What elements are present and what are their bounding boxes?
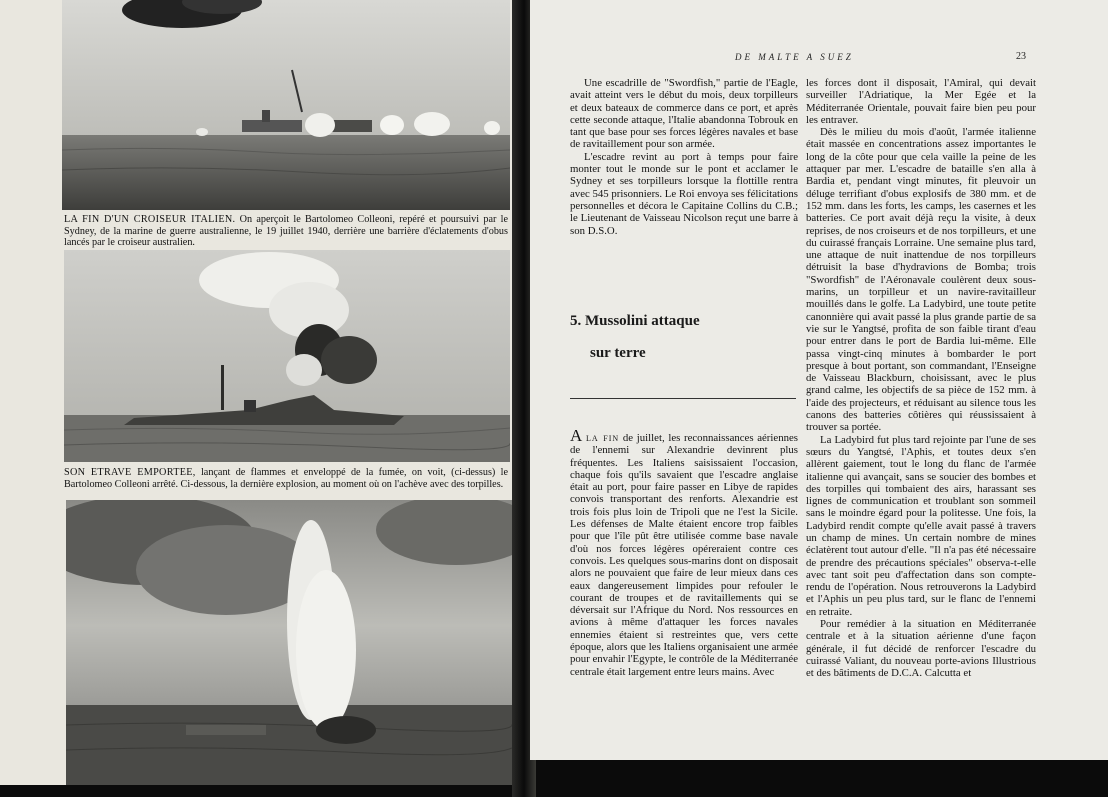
caption-second-photo bbox=[64, 467, 508, 490]
paragraph: L'escadre revint au port à temps pour faire monter tout le monde sur le pont et acclamer le Sydney et ses torpilleurs lorsque la flottille rentra avec 545 prisonniers. Le Roi envoya ses félicitations personnelles et décora le Capitaine Collins du C.B.; le Lieutenant de Vaisseau Nicolson reçut une barre à son D.S.O. bbox=[570, 150, 798, 237]
drop-cap: A bbox=[570, 426, 583, 445]
caption-first-head: LA FIN D'UN CROISEUR ITALIEN. bbox=[64, 214, 236, 225]
right-page bbox=[530, 0, 1108, 760]
section-title-line1: 5. Mussolini attaque bbox=[570, 313, 700, 329]
photo-final-explosion bbox=[66, 500, 512, 785]
section-paragraph bbox=[570, 426, 798, 678]
section-divider bbox=[570, 398, 796, 399]
section-title bbox=[570, 305, 770, 369]
column-left-top bbox=[570, 77, 798, 237]
column-right bbox=[806, 77, 1036, 680]
left-page bbox=[0, 0, 518, 785]
paragraph: Pour remédier à la situation en Méditerranée centrale et à la situation aérienne d'une façon générale, il fut décidé de renforcer l'escadre du cuirassé Valiant, du nouveau porte-avions Illustrious et des bâtiments de D.C.A. Calcutta et bbox=[806, 618, 1036, 680]
caption-first-photo bbox=[64, 214, 508, 249]
caption-second-text: lançant de flammes et enveloppé de la fumée, on voit, (ci-dessus) le Bartolomeo Colleoni arrêté. Ci-dessous, la dernière explosion, au moment où on l'achève avec des torpilles. bbox=[64, 467, 508, 490]
section-text: de juillet, les reconnaissances aériennes de l'ennemi sur Alexandrie devinrent plus fréquentes. Les Italiens saisissaient l'occasion, chaque fois qu'ils savaient que l'escadre anglaise était au port, pour faire passer en Libye de rapides convois transportant des renforts. Alexandrie est trois fois plus loin de Tripoli que ne l'est la Sicile. Les défenses de Malte étaient encore trop faibles pour que l'île pût être utilisée comme base navale d'où nos forces légères opéreraient contre ces convois. Les quelques sous-marins dont on disposait alors ne pouvaient que faire de leur mieux dans ces eaux dangereusement limpides pour refouler le courant de troupes et de ravitaillements qui se déversait sur l'Afrique du Nord. Nos ressources en avions à même d'attaquer les forces navales ennemies étaient si restreintes que, vers cette époque, alors que les Italiens organisaient une armée pour envahir l'Egypte, le contrôle de la Méditerranée centrale était largement entre leurs mains. Avec bbox=[570, 432, 798, 678]
paragraph: Dès le milieu du mois d'août, l'armée italienne était massée en concentrations assez importantes le long de la côte pour que cela vaille la peine de les attaquer par mer. L'escadre de bataille s'en alla à Bardia et, pendant vingt minutes, fit pleuvoir un déluge terrifiant d'obus explosifs de 380 mm. et de 152 mm. dans les forts, les camps, les casernes et les batteries. Ce port avait déjà reçu la visite, à deux reprises, de nos croiseurs et de nos torpilleurs, et une du cuirassé français Lorraine. Une semaine plus tard, une attaque de nuit inattendue de nos torpilleurs détruisit la base d'hydravions de Bomba; trois "Swordfish" de l'Aéronavale coulèrent deux sous-marins, un torpilleur et un navire-ravitailleur mouillés dans le golfe. La Ladybird, une toute petite canonnière qui avait passé la plus grande partie de sa vie sur le Yangtsé, profita de son faible tirant d'eau pour entrer dans le port de Bardia lui-même. Elle passa vingt-cinq minutes à bombarder le port presque à bout portant, son commandant, l'Enseigne de Vaisseau Blackburn, choisissant, avec le plus grand calme, les objectifs de sa pièce de 152 mm. à l'aide des projecteurs, et réduisant au silence tous les canons des batteries côtières qui réussissaient à trouver sa portée. bbox=[806, 126, 1036, 434]
photo-burning-cruiser bbox=[62, 0, 510, 210]
photo-cruiser-smoke bbox=[64, 250, 510, 462]
caption-second-head: SON ETRAVE EMPORTEE, bbox=[64, 467, 196, 478]
small-caps-lead: la fin bbox=[585, 432, 620, 444]
page-number: 23 bbox=[1016, 51, 1026, 62]
column-left-bottom bbox=[570, 426, 798, 678]
paragraph: Une escadrille de "Swordfish," partie de l'Eagle, avait atteint vers le début du mois, deux torpilleurs et deux bateaux de commerce dans ce port, et après cette seconde attaque, l'Italie abandonna Tobrouk en tant que base pour ses forces légères navales et base de ravitaillement pour son armée. bbox=[570, 77, 798, 151]
paragraph: les forces dont il disposait, l'Amiral, qui devait surveiller l'Adriatique, la Mer Egée et la Méditerranée Orientale, pouvait faire bien peu pour les entraver. bbox=[806, 77, 1036, 126]
running-head: DE MALTE A SUEZ bbox=[735, 52, 854, 62]
paragraph: La Ladybird fut plus tard rejointe par l'une de ses sœurs du Yangtsé, l'Aphis, et toutes deux s'en allèrent gaiement, tout le long du flanc de l'armée italienne qui avançait, sans se soucier des bombes et des torpilles qui tombaient des airs, harassant ses lignes de communication et troublant son sommeil sans le moindre égard pour la politesse. Une fois, la Ladybird rendit compte qu'elle avait passé à travers un champ de mines. Un certain nombre de mines éclatèrent tout autour d'elle. "Il n'a pas été nécessaire de prendre des précautions spéciales" observa-t-elle avec tant soit peu d'affectation dans son compte-rendu de l'opération. Nous retrouverons la Ladybird et l'Aphis un peu plus tard, sur le flanc de l'ennemi en retraite. bbox=[806, 433, 1036, 618]
caption-first-text: On aperçoit le Bartolomeo Colleoni, repéré et poursuivi par le Sydney, de la marine de guerre australienne, le 19 juillet 1940, derrière une barrière d'éclatements d'obus lancés par le croiseur australien. bbox=[64, 214, 508, 249]
section-title-line2: sur terre bbox=[590, 345, 646, 361]
